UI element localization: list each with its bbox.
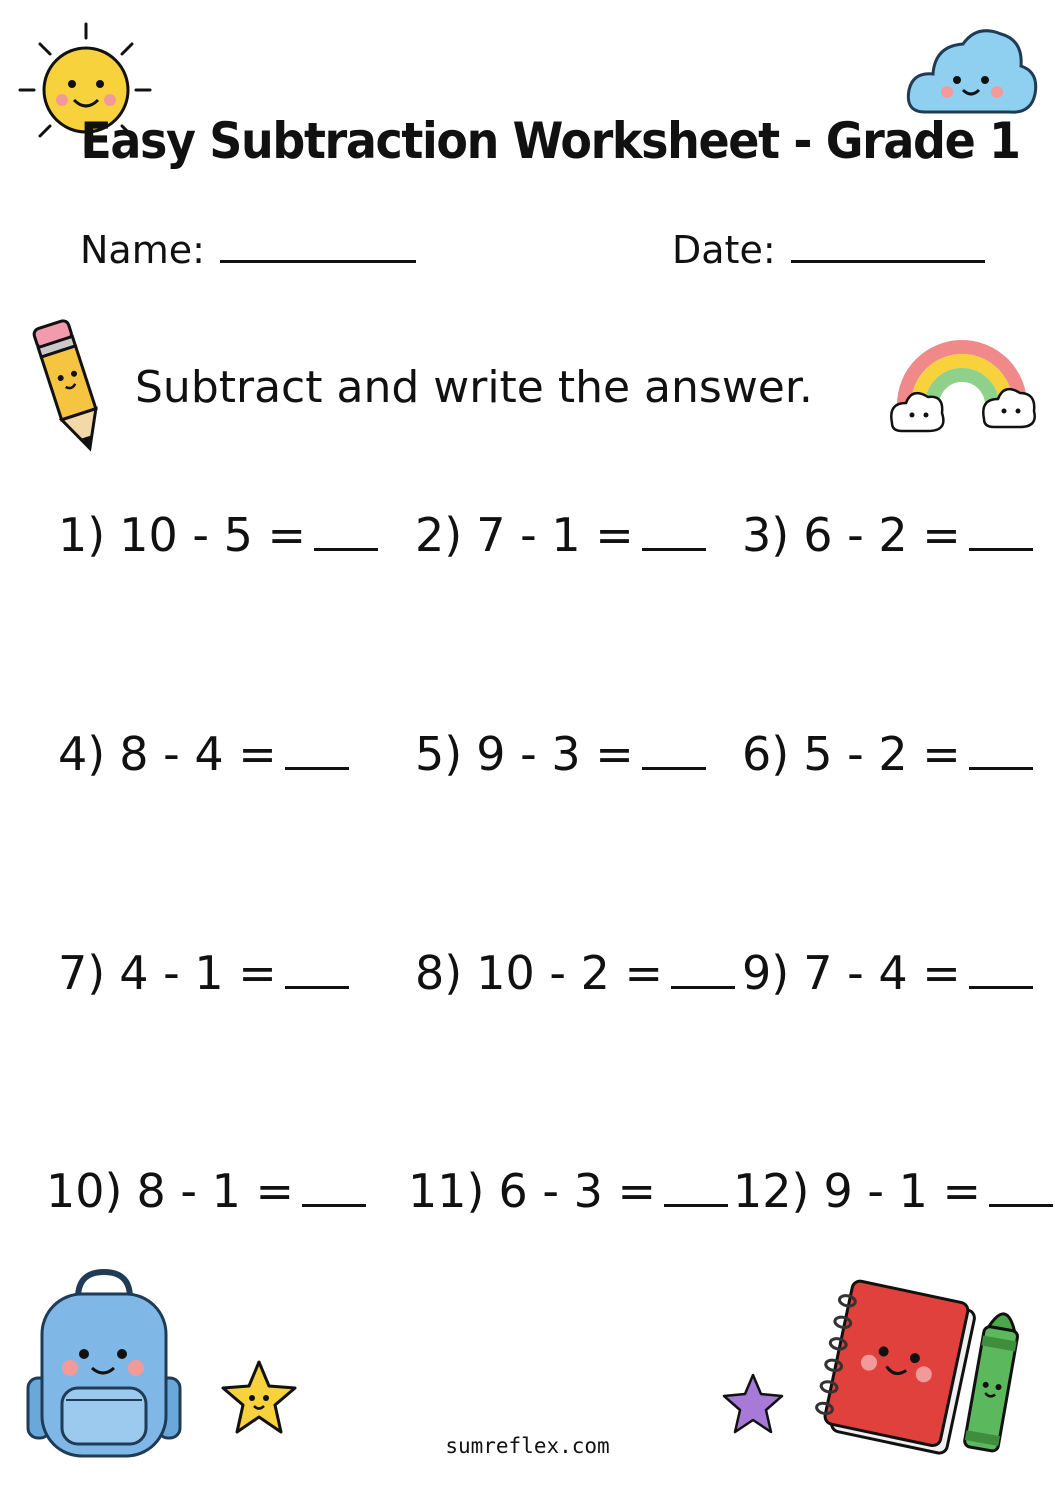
name-field[interactable] [80,228,416,272]
answer-blank[interactable] [671,956,735,989]
problem-expression: 8 - 1 = [136,1164,295,1218]
problem-item [415,508,706,562]
problem-expression: 9 - 1 = [823,1164,982,1218]
answer-blank[interactable] [302,1174,366,1207]
problem-number: 3) [742,508,790,562]
answer-blank[interactable] [969,956,1033,989]
problem-item [742,727,1033,781]
star-icon-purple [720,1372,786,1438]
problem-number: 1) [58,508,106,562]
answer-blank[interactable] [642,518,706,551]
answer-blank[interactable] [642,737,706,770]
problem-item [742,946,1033,1000]
problem-number: 4) [58,727,106,781]
problem-item [58,946,349,1000]
problem-number: 11) [408,1164,485,1218]
problem-expression: 6 - 3 = [498,1164,657,1218]
problem-expression: 4 - 1 = [119,946,277,1000]
problem-number: 2) [415,508,463,562]
footer-site: sumreflex.com [445,1434,610,1458]
instruction-text: Subtract and write the answer. [135,362,813,413]
problem-expression: 7 - 4 = [803,946,961,1000]
cloud-icon [905,22,1040,122]
answer-blank[interactable] [989,1174,1053,1207]
problem-item [58,508,378,562]
problem-expression: 10 - 5 = [119,508,307,562]
pencil-icon [30,315,115,460]
page-title: Easy Subtraction Worksheet - Grade 1 [80,112,1020,170]
date-label: Date: [672,228,776,272]
problem-number: 8) [415,946,463,1000]
problem-item [408,1164,728,1218]
date-field[interactable] [672,228,985,272]
problem-number: 5) [415,727,463,781]
problem-number: 12) [733,1164,810,1218]
problem-expression: 6 - 2 = [803,508,961,562]
problem-item [58,727,349,781]
name-label: Name: [80,228,205,272]
answer-blank[interactable] [314,518,378,551]
problem-number: 6) [742,727,790,781]
problem-expression: 10 - 2 = [476,946,664,1000]
problem-item [415,727,706,781]
problem-expression: 5 - 2 = [803,727,961,781]
answer-blank[interactable] [969,737,1033,770]
problem-item [742,508,1033,562]
answer-blank[interactable] [664,1174,728,1207]
star-icon [218,1358,300,1438]
problem-item [733,1164,1053,1218]
problem-expression: 9 - 3 = [476,727,634,781]
date-blank[interactable] [791,260,985,263]
answer-blank[interactable] [285,956,349,989]
problem-expression: 8 - 4 = [119,727,277,781]
problem-item [46,1164,366,1218]
name-blank[interactable] [220,260,416,263]
problem-item [415,946,735,1000]
problem-number: 7) [58,946,106,1000]
answer-blank[interactable] [969,518,1033,551]
problem-number: 9) [742,946,790,1000]
notebook-icon [816,1282,971,1457]
problem-expression: 7 - 1 = [476,508,634,562]
answer-blank[interactable] [285,737,349,770]
problem-number: 10) [46,1164,123,1218]
rainbow-icon [888,315,1038,440]
